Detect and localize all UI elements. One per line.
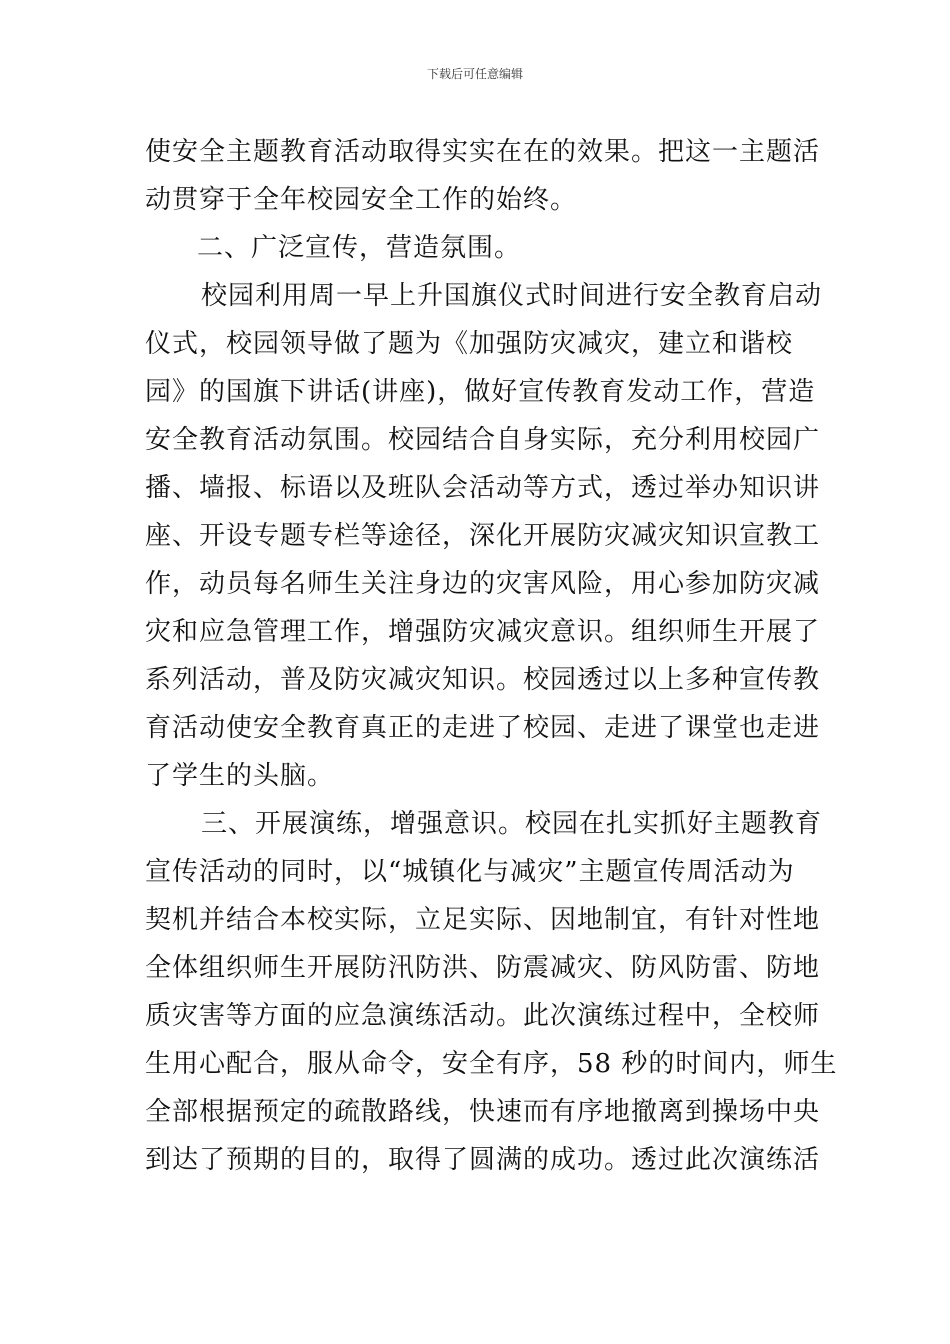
text-line: 生用心配合，服从命令，安全有序，58 秒的时间内，师生 <box>145 1049 838 1079</box>
text-line: 校园利用周一早上升国旗仪式时间进行安全教育启动 <box>201 281 823 311</box>
text-line: 全部根据预定的疏散路线，快速而有序地撤离到操场中央 <box>145 1097 821 1127</box>
text-line: 仪式，校园领导做了题为《加强防灾减灾，建立和谐校 <box>145 329 794 359</box>
text-line: 播、墙报、标语以及班队会活动等方式，透过举办知识讲 <box>145 473 821 503</box>
text-line: 灾和应急管理工作，增强防灾减灾意识。组织师生开展了 <box>145 617 821 647</box>
section-heading: 三、开展演练，增强意识。校园在扎实抓好主题教育 <box>201 809 823 839</box>
text-line: 宣传活动的同时，以“城镇化与减灾”主题宣传周活动为 <box>145 857 795 887</box>
document-body <box>145 128 838 1184</box>
text-line: 契机并结合本校实际，立足实际、因地制宜，有针对性地 <box>145 905 821 935</box>
text-line: 到达了预期的目的，取得了圆满的成功。透过此次演练活 <box>145 1145 821 1175</box>
page-header: 下载后可任意编辑 <box>426 67 523 81</box>
text-line: 座、开设专题专栏等途径，深化开展防灾减灾知识宣教工 <box>145 521 821 551</box>
text-line: 质灾害等方面的应急演练活动。此次演练过程中，全校师 <box>145 1001 821 1031</box>
text-line: 使安全主题教育活动取得实实在在的效果。把这一主题活 <box>145 137 821 167</box>
text-line: 动贯穿于全年校园安全工作的始终。 <box>145 185 578 215</box>
text-line: 系列活动，普及防灾减灾知识。校园透过以上多种宣传教 <box>145 665 821 695</box>
text-line: 安全教育活动氛围。校园结合自身实际，充分利用校园广 <box>145 425 821 455</box>
text-line: 全体组织师生开展防汛防洪、防震减灾、防风防雷、防地 <box>145 953 821 983</box>
text-line: 育活动使安全教育真正的走进了校园、走进了课堂也走进 <box>145 713 821 743</box>
text-line: 作，动员每名师生关注身边的灾害风险，用心参加防灾减 <box>145 569 821 599</box>
text-line: 园》的国旗下讲话(讲座)，做好宣传教育发动工作，营造 <box>145 377 816 407</box>
section-heading: 二、广泛宣传，营造氛围。 <box>197 233 522 263</box>
text-line: 了学生的头脑。 <box>145 761 335 791</box>
